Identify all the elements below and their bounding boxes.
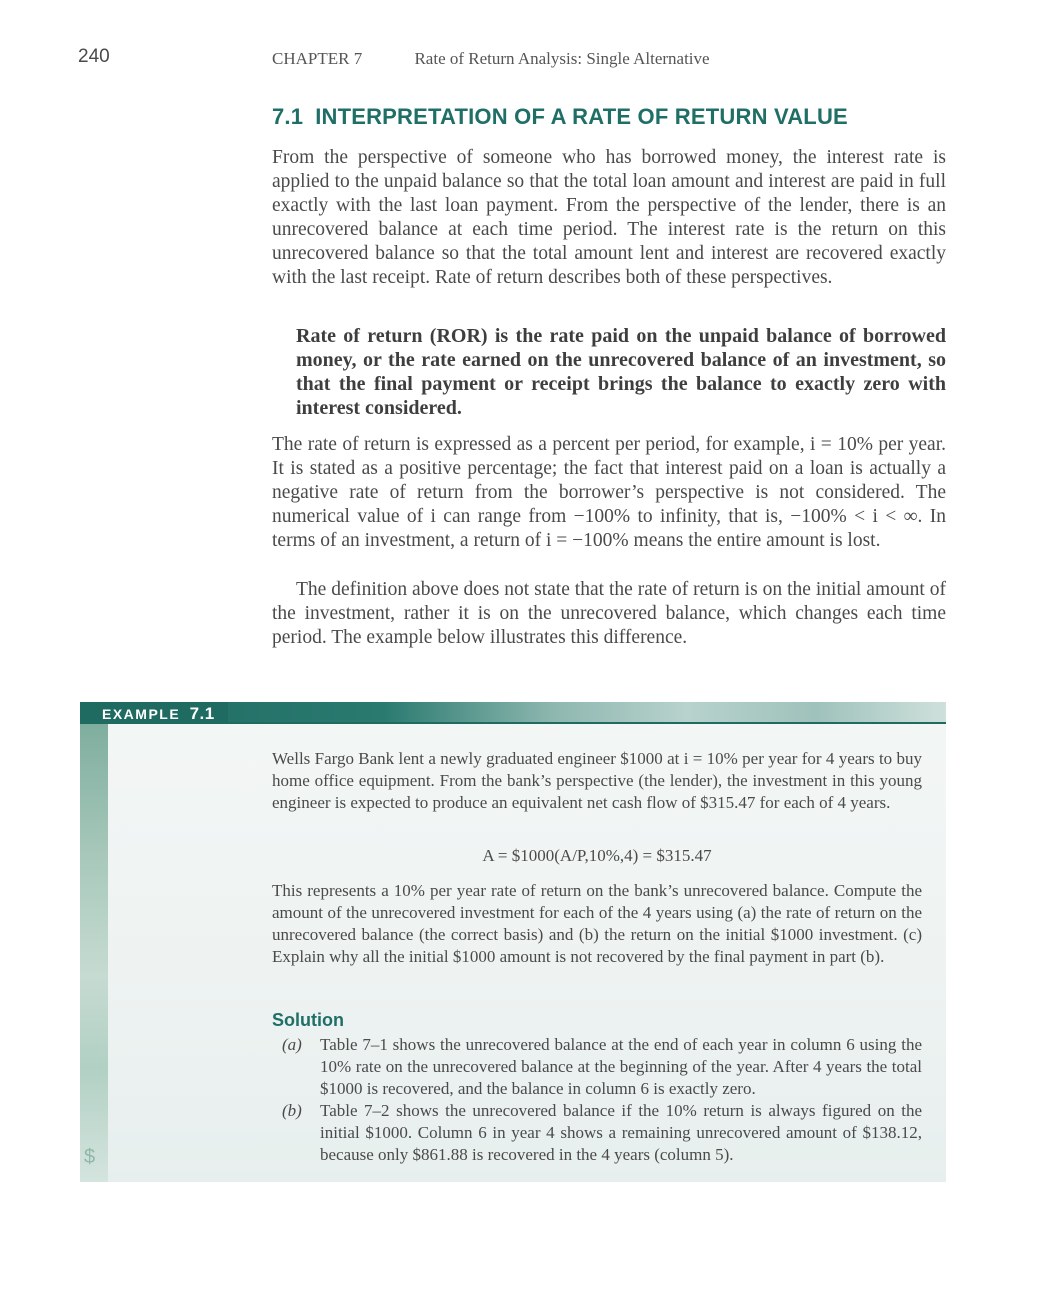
example-paragraph-2: This represents a 10% per year rate of return on the bank’s unrecovered balance. Compute the amount of the unrecovered investment for each of the 4 years using (a) the rate of return on the unrecovered balance (the correct basis) and (b) the return on the initial $1000 investment. (c) Explain why all the initial $1000 amount is not recovered by the final payment in part (b). [272, 881, 922, 966]
example-side-strip [80, 724, 108, 1182]
solution-title: Solution [272, 1010, 344, 1030]
running-header [272, 49, 710, 69]
section-heading: INTERPRETATION OF A RATE OF RETURN VALUE [315, 104, 848, 129]
example-word: EXAMPLE [102, 706, 181, 722]
example-number: 7.1 [189, 704, 215, 723]
section-title [272, 104, 848, 130]
dollar-icon: $ [84, 1146, 96, 1168]
solution-b-text: Table 7–2 shows the unrecovered balance if the 10% return is always figured on the initial $1000. Column 6 in year 4 shows a remaining unrecovered amount of $138.12, because only $861.88 is recovered in the 4 years (column 5). [320, 1101, 922, 1164]
solution-a-text: Table 7–1 shows the unrecovered balance at the end of each year in column 6 using the 10% rate on the unrecovered balance at the beginning of the year. After 4 years the total $1000 is recovered, and the balance in column 6 is exactly zero. [320, 1035, 922, 1098]
paragraph-1: From the perspective of someone who has borrowed money, the interest rate is applied to the unpaid balance so that the total loan amount and interest are paid in full exactly with the last loan payment. From the perspective of the lender, there is an unrecovered balance at each time period. The interest rate is the return on this unrecovered balance so that the total amount lent and interest are recovered exactly with the last receipt. Rate of return describes both of these perspectives. [272, 147, 946, 288]
definition-block: Rate of return (ROR) is the rate paid on the unpaid balance of borrowed money, or the rate earned on the unrecovered balance of an investment, so that the final payment or receipt brings the balance to exactly zero with interest considered. [296, 325, 946, 419]
solution-b-label: (b) [282, 1101, 302, 1120]
example-paragraph-1: Wells Fargo Bank lent a newly graduated engineer $1000 at i = 10% per year for 4 years to buy home office equipment. From the bank’s perspective (the lender), the investment in this young engineer is expected to produce an equivalent net cash flow of $315.47 for each of 4 years. [272, 749, 922, 812]
section-number: 7.1 [272, 104, 304, 129]
example-equation: A = $1000(A/P,10%,4) = $315.47 [482, 846, 712, 865]
paragraph-2: The rate of return is expressed as a percent per period, for example, i = 10% per year. It is stated as a positive percentage; the fact that interest paid on a loan is actually a negative rate of return from the borrower’s perspective is not considered. The numerical value of i can range from −100% to infinity, that is, −100% < i < ∞. In terms of an investment, a return of i = −100% means the entire amount is lost. [272, 434, 946, 551]
page-number: 240 [78, 46, 110, 67]
chapter-label: CHAPTER 7 [272, 49, 363, 68]
solution-item-a [282, 1034, 922, 1100]
solution-a-label: (a) [282, 1035, 302, 1054]
solution-item-b [282, 1100, 922, 1166]
example-rule [228, 722, 946, 724]
paragraph-3: The definition above does not state that the rate of return is on the initial amount of the investment, rather it is on the unrecovered balance, which changes each time period. The example below illustrates this difference. [272, 579, 946, 648]
example-label [102, 704, 215, 724]
chapter-title: Rate of Return Analysis: Single Alternative [414, 49, 710, 68]
